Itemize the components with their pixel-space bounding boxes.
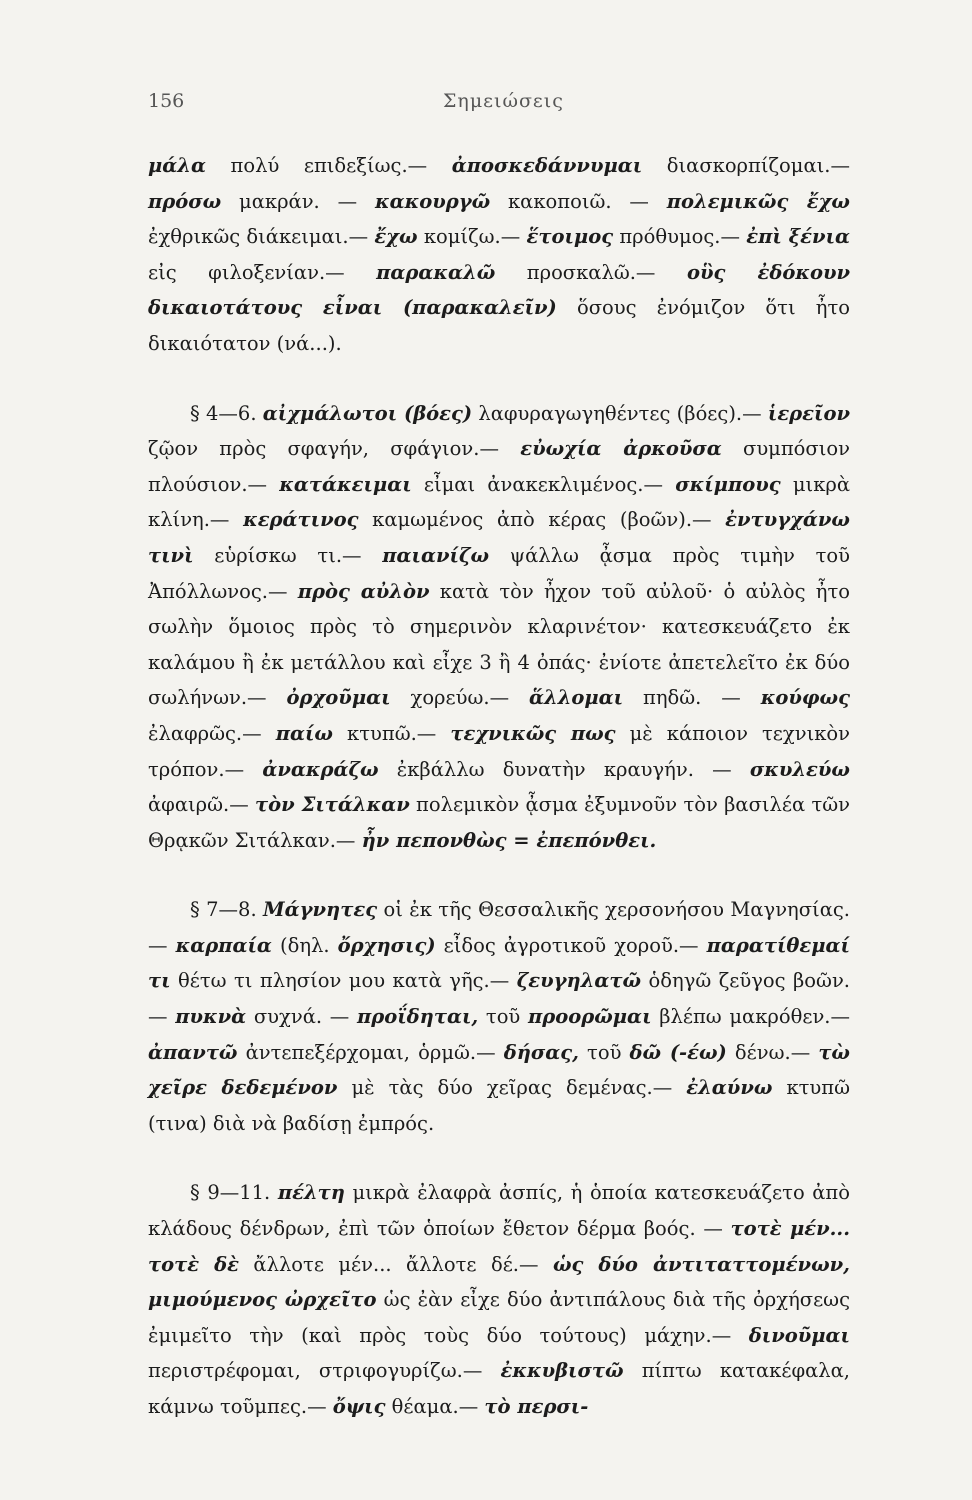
lemma-term: κακουργῶ [374, 189, 491, 213]
lemma-term: πέλτη [277, 1181, 345, 1205]
lemma-term: πυκνὰ [175, 1005, 247, 1029]
gloss-text: περιστρέφομαι, στριφογυρίζω.— [148, 1359, 501, 1383]
gloss-text: ἐλαφρῶς.— [148, 721, 276, 745]
lemma-term: ἐντυγχάνω τινὶ [148, 508, 850, 567]
gloss-text: ἄλλοτε μέν... ἄλλοτε δέ.— [238, 1252, 553, 1276]
gloss-text: πολύ επιδεξίως.— [205, 154, 452, 177]
commentary-text [148, 148, 850, 1425]
lemma-term: προΐδηται, [356, 1005, 479, 1029]
lemma-term: ἀπαντῶ [148, 1040, 238, 1064]
gloss-text: λαφυραγωγηθέντες (βόες).— [472, 401, 768, 425]
gloss-text: οἱ ἐκ τῆς Θεσσαλικῆς χερσονήσου Μαγνησίας.— [148, 898, 850, 957]
lemma-term: ζευγηλατῶ [516, 969, 642, 993]
lemma-term: ἱερεῖον [767, 401, 850, 425]
gloss-text: τοῦ [478, 1005, 528, 1029]
paragraph [148, 396, 850, 859]
lemma-term: τεχνικῶς πως [450, 721, 616, 745]
gloss-text: εἰς φιλοξενίαν.— [148, 260, 377, 284]
gloss-text: εἶμαι ἀνακεκλιμένος.— [411, 472, 676, 496]
gloss-text: κατὰ τὸν ἦχον τοῦ αὐλοῦ· ὁ αὐλὸς ἦτο σωλὴν ὅμοιος πρὸς τὸ σημερινὸν κλαρινέτον· κατεσκευάζετο ἐκ καλάμου ἢ ἐκ μετάλλου καὶ εἶχε 3 ἢ 4 ὀπάς· ἐνίοτε ἀπετελεῖτο ἐκ δύο σωλήνων.— [148, 579, 850, 710]
gloss-text: ἐκβάλλω δυνατὴν κραυγήν. — [378, 757, 750, 781]
lemma-term: παιανίζω [382, 543, 490, 567]
gloss-text: μικρὰ κλίνη.— [148, 472, 851, 532]
gloss-text: ζῷον πρὸς σφαγήν, σφάγιον.— [148, 437, 521, 461]
gloss-text: μὲ τὰς δύο χεῖρας δεμένας.— [337, 1076, 687, 1100]
lemma-term: ὡς δύο ἀντιταττομένων, μιμούμενος ὠρχεῖτο [148, 1252, 850, 1312]
gloss-text: συχνά. — [246, 1005, 357, 1029]
lemma-term: ἔχω [374, 225, 418, 249]
gloss-text: ἐχθρικῶς διάκειμαι.— [148, 225, 375, 249]
gloss-text: δένω.— [726, 1040, 819, 1064]
lemma-term: ὀρχοῦμαι [286, 686, 391, 710]
gloss-text: ὡς ἐὰν εἶχε δύο ἀντιπάλους διὰ τῆς ὀρχήσεως ἐμιμεῖτο τὴν (καὶ πρὸς τοὺς δύο τούτους) μάχην.— [148, 1288, 850, 1347]
gloss-text: πηδῶ. — [623, 686, 761, 710]
lemma-term: ἀποσκεδάννυμαι [451, 154, 643, 177]
lemma-term: τὸν Σιτάλκαν [255, 793, 410, 817]
lemma-term: κατάκειμαι [279, 472, 412, 496]
lemma-term: Μάγνητες [263, 898, 378, 922]
gloss-text: εὑρίσκω τι.— [193, 543, 383, 567]
paragraph [148, 892, 850, 1141]
gloss-text: κτυπῶ (τινα) διὰ νὰ βαδίσῃ ἐμπρός. [148, 1076, 850, 1135]
lemma-term: σκίμπους [675, 472, 781, 496]
gloss-text: κομίζω.— [417, 225, 527, 249]
lemma-term: παίω [275, 721, 333, 745]
lemma-term: αἰχμάλωτοι (βόες) [262, 401, 473, 425]
lemma-term: ἦν πεπονθὼς = ἐπεπόνθει. [361, 828, 657, 852]
gloss-text: § 9—11. [190, 1181, 278, 1205]
gloss-text: μακράν. — [221, 189, 375, 213]
gloss-text: διασκορπίζομαι.— [642, 154, 850, 177]
lemma-term: τοτὲ μέν... τοτὲ δὲ [148, 1217, 850, 1276]
lemma-term: προορῶμαι [528, 1005, 652, 1029]
gloss-text: συμπόσιον πλούσιον.— [148, 437, 850, 496]
gloss-text: χορεύω.— [390, 686, 530, 710]
lemma-term: κεράτινος [243, 508, 359, 532]
gloss-text: θέτω τι πλησίον μου κατὰ γῆς.— [170, 969, 517, 993]
lemma-term: ὄρχησις) [337, 933, 436, 957]
gloss-text: θέαμα.— [385, 1395, 485, 1418]
gloss-text: (δηλ. [271, 933, 338, 957]
gloss-text: ἀντεπεξέρχομαι, ὁρμῶ.— [237, 1040, 504, 1064]
gloss-text: καμωμένος ἀπὸ κέρας (βοῶν).— [358, 508, 726, 532]
gloss-text: πολεμικὸν ᾆσμα ἐξυμνοῦν τὸν βασιλέα τῶν Θρᾳκῶν Σιτάλκαν.— [148, 793, 850, 852]
lemma-term: ἅλλομαι [529, 686, 624, 710]
gloss-text: προσκαλῶ.— [495, 260, 687, 284]
lemma-term: παρατίθεμαί τι [148, 933, 850, 993]
paragraph [148, 148, 850, 362]
lemma-term: πολεμικῶς ἔχω [666, 189, 850, 213]
gloss-text: βλέπω μακρόθεν.— [651, 1005, 850, 1029]
gloss-text: ἀφαιρῶ.— [148, 793, 256, 817]
lemma-term: ἕτοιμος [526, 225, 614, 249]
lemma-term: πρὸς αὐλὸν [297, 579, 430, 603]
gloss-text: μικρὰ ἐλαφρὰ ἀσπίς, ἡ ὁποία κατεσκευάζετο ἀπὸ κλάδους δένδρων, ἐπὶ τῶν ὁποίων ἔθετον δέρμα βοός. — [148, 1181, 850, 1241]
lemma-term: δινοῦμαι [748, 1323, 850, 1347]
lemma-term: σκυλεύω [749, 757, 850, 781]
lemma-term: εὐωχία ἀρκοῦσα [520, 437, 722, 461]
lemma-term: πρόσω [148, 189, 222, 213]
paragraph [148, 1175, 850, 1424]
running-title: Σημειώσεις [443, 90, 564, 112]
lemma-term: ἀνακράζω [262, 757, 379, 781]
gloss-text: § 4—6. [190, 401, 263, 425]
gloss-text: ὁδηγῶ ζεῦγος βοῶν.— [148, 969, 850, 1029]
lemma-term: τὼ χεῖρε δεδεμένον [148, 1040, 850, 1100]
lemma-term: ἐπὶ ξένια [746, 225, 851, 249]
gloss-text: κτυπῶ.— [332, 721, 451, 745]
lemma-term: ἐκκυβιστῶ [500, 1359, 624, 1383]
gloss-text: κακοποιῶ. — [490, 189, 667, 213]
gloss-text: § 7—8. [190, 898, 264, 922]
lemma-term: οὓς ἐδόκουν δικαιοτάτους εἶναι (παρακαλεῖν) [148, 260, 851, 320]
gloss-text: πρόθυμος.— [613, 225, 747, 249]
lemma-term: τὸ περσι- [484, 1395, 589, 1418]
lemma-term: δήσας, [503, 1040, 579, 1064]
gloss-text: εἶδος ἀγροτικοῦ χοροῦ.— [435, 933, 707, 957]
gloss-text: πίπτω κατακέφαλα, κάμνω τοῦμπες.— [148, 1359, 850, 1418]
lemma-term: δῶ (-έω) [629, 1040, 727, 1064]
page-number: 156 [148, 90, 185, 112]
lemma-term: ὄψις [332, 1395, 386, 1418]
gloss-text: μὲ κάποιον τεχνικὸν τρόπον.— [148, 721, 851, 781]
lemma-term: παρακαλῶ [376, 260, 496, 284]
lemma-term: ἐλαύνω [686, 1076, 773, 1100]
lemma-term: καρπαία [175, 933, 272, 957]
gloss-text: ψάλλω ᾆσμα πρὸς τιμὴν τοῦ Ἀπόλλωνος.— [148, 543, 850, 603]
lemma-term: μάλα [148, 154, 206, 177]
lemma-term: κούφως [760, 686, 850, 710]
gloss-text: τοῦ [578, 1040, 630, 1064]
gloss-text: ὅσους ἐνόμιζον ὅτι ἦτο δικαιότατον (νά...). [148, 296, 850, 355]
